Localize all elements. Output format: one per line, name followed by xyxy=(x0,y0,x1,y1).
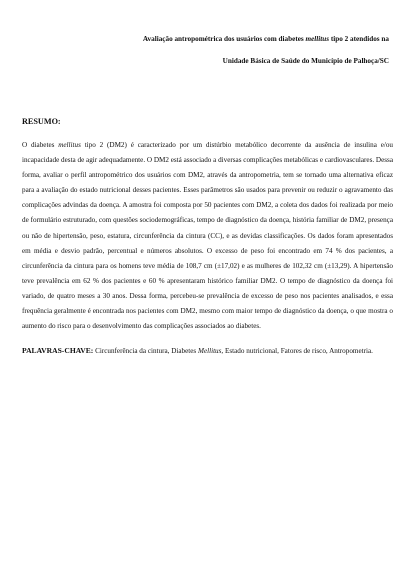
title-line-2: Unidade Básica de Saúde do Município de Palhoça/SC xyxy=(222,57,389,65)
keywords-end: , Estado nutricional, Fatores de risco, Antropometria. xyxy=(221,347,373,356)
title-line-1-end: tipo 2 atendidos na xyxy=(329,35,389,43)
keywords-paragraph xyxy=(22,342,393,360)
keywords-italic-term: Mellitus xyxy=(198,347,222,356)
resumo-heading: RESUMO: xyxy=(22,117,61,126)
abstract-lead: O diabetes xyxy=(22,141,59,149)
abstract-body: tipo 2 (DM2) é caracterizado por um distúrbio metabólico decorrente da ausência de insulina e/ou incapacidade desta de agir adequadamente. O DM2 está associado a diversas complicações metabólicas e cardiovasculares. Dessa forma, avaliar o perfil antropométrico dos usuários com DM2, através da antropometria, tem se tornado uma alternativa eficaz para a avaliação do estado nutricional desses pacientes. Esses parâmetros são usados para prevenir ou reduzir o agravamento das complicações advindas da doença. A amostra foi composta por 50 pacientes com DM2, a coleta dos dados foi realizada por meio de formulário estruturado, com questões sociodemográficas, tempo de diagnóstico da doença, história familiar de DM2, presença ou não de hipertensão, peso, estatura, circunferência da cintura (CC), e as devidas classificações. Os dados foram apresentados em média e desvio padrão, percentual e números absolutos. O excesso de peso foi encontrado em 74 % dos pacientes, a circunferência da cintura para os homens teve média de 108,7 cm (±17,02) e as mulheres de 102,32 cm (±13,29). A hipertensão teve prevalência em 62 % dos pacientes e 60 % apresentaram histórico familiar DM2. O tempo de diagnóstico da doença foi variado, de quatro meses a 30 anos. Dessa forma, percebeu-se prevalência de excesso de peso nos pacientes analisados, e essa frequência geralmente é encontrada nos pacientes com DM2, mesmo com maior tempo de diagnóstico da doença, o que mostra o aumento do risco para o desenvolvimento das complicações associados ao diabetes. xyxy=(22,141,394,331)
document-title xyxy=(22,28,393,72)
keywords-heading: PALAVRAS-CHAVE: xyxy=(22,346,94,356)
title-line-1 xyxy=(22,28,389,50)
abstract-paragraph xyxy=(22,138,393,334)
abstract-italic-term: mellitus xyxy=(58,141,81,149)
title-line-1-start: Avaliação antropométrica dos usuários com diabetes xyxy=(142,35,306,43)
title-italic-term: mellitus xyxy=(305,35,330,43)
keywords-start: Circunferência da cintura, Diabetes xyxy=(93,347,198,356)
